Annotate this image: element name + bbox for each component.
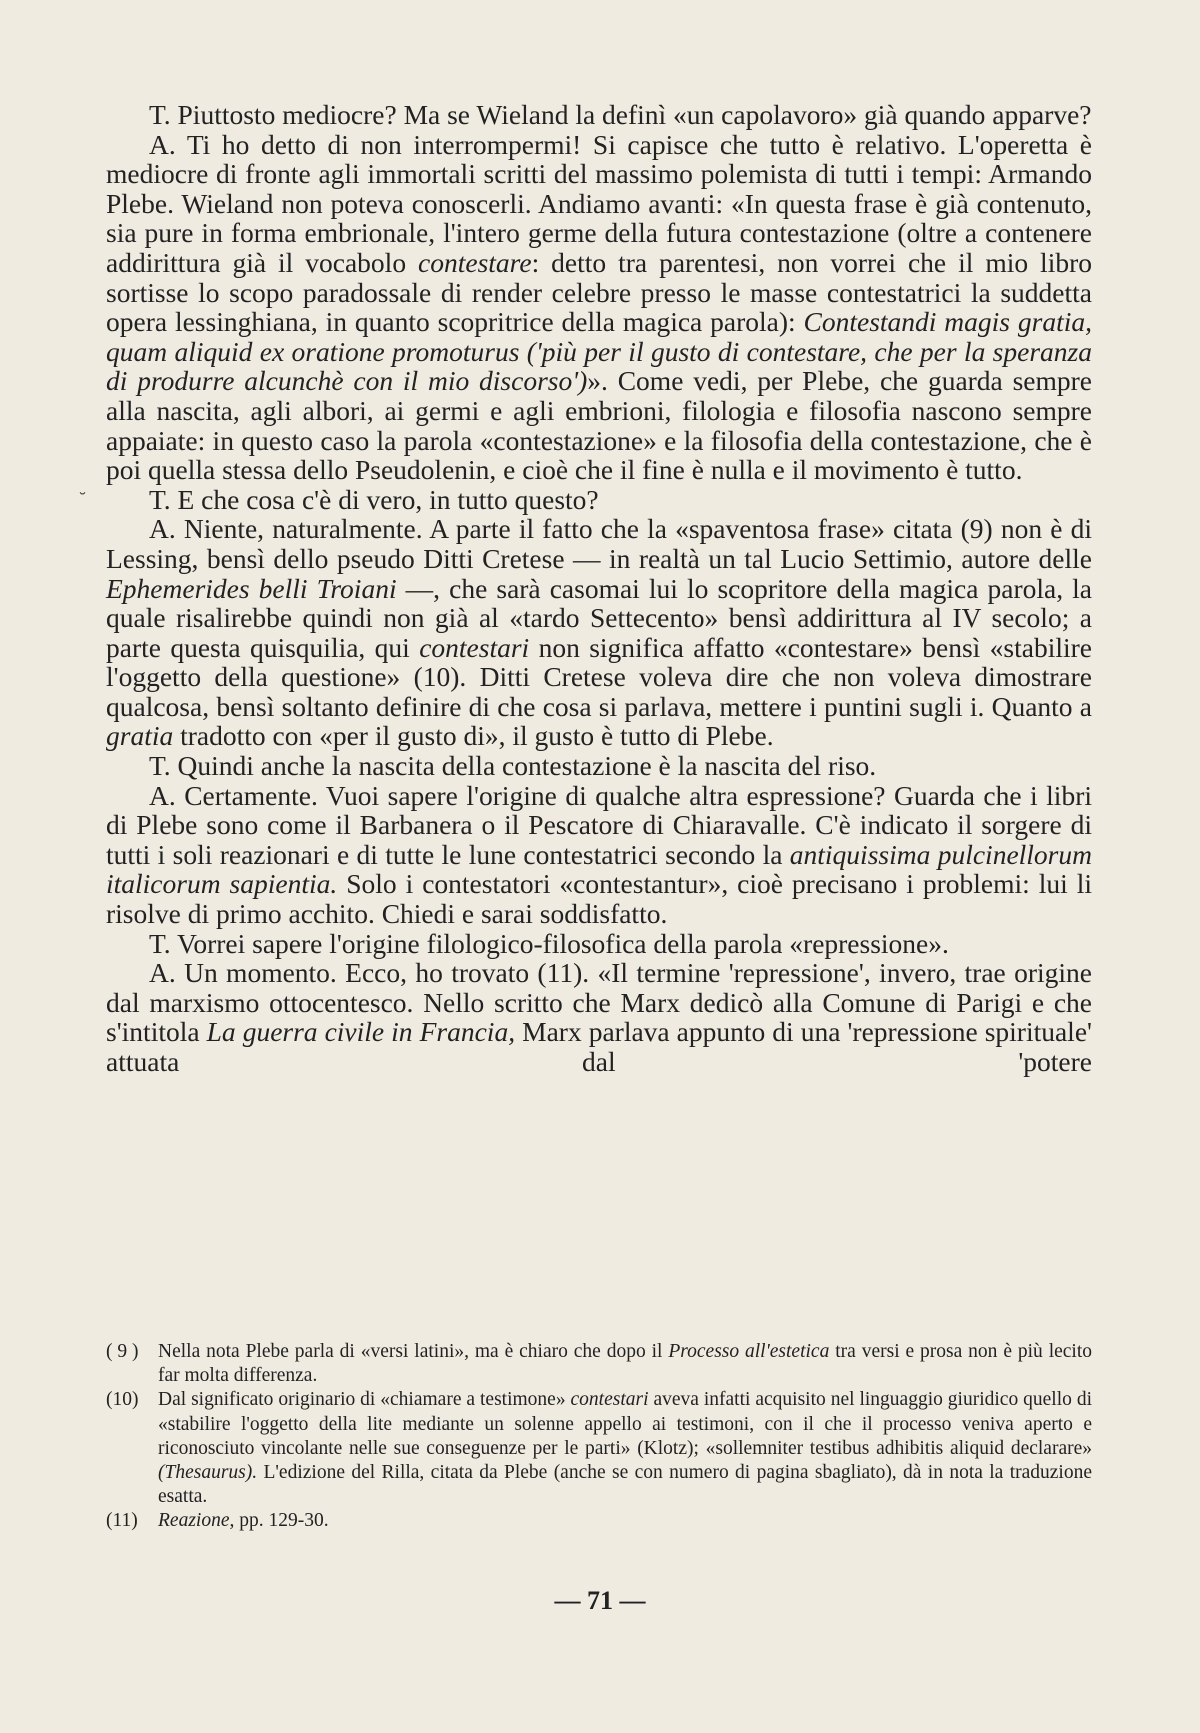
paragraph-2: A. Ti ho detto di non interrompermi! Si capisce che tutto è relativo. L'operetta è mediocre di fronte agli immortali scritti del massimo polemista di tutti i tempi: Armando Plebe. Wieland non poteva conoscerli. Andiamo avanti: «In questa frase è già contenuto, sia pure in forma embrionale, l'intero germe della futura contestazione (oltre a contenere addirittura già il vocabolo contestare: detto tra parentesi, non vorrei che il mio libro sortisse lo scopo paradossale di render celebre presso le masse contestatrici la suddetta opera lessinghiana, in quanto scopritrice della magica parola): Contestandi magis gratia, quam aliquid ex oratione promoturus ('più per il gusto di contestare, che per la speranza di produrre alcunchè con il mio discorso')». Come vedi, per Plebe, che guarda sempre alla nascita, agli albori, ai germi e agli embrioni, filologia e filosofia nascono sempre appaiate: in questo caso la parola «contestazione» e la filosofia della contestazione, che è poi quella stessa dello Pseudolenin, e cioè che il fine è nulla e il movimento è tutto. [106, 128, 1092, 486]
paragraph-7: T. Vorrei sapere l'origine filologico-filosofica della parola «repressione». [149, 927, 949, 959]
footnote-number: (11) [106, 1510, 138, 1532]
italic-contestare: contestare [418, 246, 532, 278]
paragraph-1: T. Piuttosto mediocre? Ma se Wieland la definì «un capolavoro» già quando apparve? [149, 99, 1092, 130]
italic-gratia: gratia [106, 720, 174, 752]
footnote-number: (10) [106, 1389, 139, 1411]
italic-guerra-civile: La guerra civile in Francia, [206, 1016, 516, 1048]
paragraph-5: T. Quindi anche la nascita della contestazione è la nascita del riso. [149, 750, 877, 782]
footnote-number: ( 9 ) [106, 1341, 139, 1362]
footnote-text: Nella nota Plebe parla di «versi latini», ma è chiaro che dopo il Processo all'estetica tra versi e prosa non è più lecito far molta differenza. [158, 1341, 1093, 1387]
paragraph-6: A. Certamente. Vuoi sapere l'origine di qualche altra espressione? Guarda che i libri di Plebe sono come il Barbanera o il Pescatore di Chiaravalle. C'è indicato il sorgere di tutti i soli reazionari e di tutte le lune contestatrici secondo la antiquissima pulcinellorum italicorum sapientia. Solo i contestatori «contestantur», cioè precisano i problemi: lui li risolve di primo acchito. Chiedi e sarai soddisfatto. [106, 779, 1092, 930]
italic-latin-quote: Contestandi magis gratia, quam aliquid ex oratione promoturus ('più per il gusto di contestare, che per la speranza di produrre alcunchè con il mio discorso') [106, 306, 1092, 397]
footnote-11 [106, 1509, 1092, 1533]
footnote-10 [106, 1388, 1092, 1509]
footnotes [106, 1340, 1092, 1534]
margin-mark: ˘ [78, 490, 87, 511]
footnote-9 [106, 1340, 1092, 1388]
main-text [106, 100, 1092, 1077]
footnote-text: Reazione, pp. 129-30. [158, 1510, 329, 1532]
paragraph-4: A. Niente, naturalmente. A parte il fatto che la «spaventosa frase» citata (9) non è di Lessing, bensì dello pseudo Ditti Cretese — in realtà un tal Lucio Settimio, autore delle Ephemerides belli Troiani —, che sarà casomai lui lo scopritore della magica parola, la quale risalirebbe quindi non già al «tardo Settecento» bensì addirittura al IV secolo; a parte questa quisquilia, qui contestari non significa affatto «contestare» bensì «stabilire l'oggetto della questione» (10). Ditti Cretese voleva dire che non voleva dimostrare qualcosa, bensì soltanto definire di che cosa si parlava, mettere i puntini sugli i. Quanto a gratia tradotto con «per il gusto di», il gusto è tutto di Plebe. [106, 513, 1093, 752]
italic-contestari: contestari [419, 631, 530, 663]
footnote-text: Dal significato originario di «chiamare a testimone» contestari aveva infatti acquisito nel linguaggio giuridico quello di «stabilire l'oggetto della lite mediante un solenne appello ai testimoni, con il che il processo veniva aperto e riconosciuto vincolante nelle sue conseguenze per le parti» (Klotz); «sollemniter testibus adhibitis aliquid declarare» (Thesaurus). L'edizione del Rilla, citata da Plebe (anche se con numero di pagina sbagliato), dà in nota la traduzione esatta. [158, 1389, 1092, 1508]
paragraph-3: T. E che cosa c'è di vero, in tutto questo? [149, 483, 599, 515]
italic-antiquissima: antiquissima pulcinellorum italicorum sapientia. [106, 838, 1092, 900]
italic-ephemerides: Ephemerides belli Troiani [106, 572, 397, 604]
paragraph-8: A. Un momento. Ecco, ho trovato (11). «Il termine 'repressione', invero, trae origine dal marxismo ottocentesco. Nello scritto che Marx dedicò alla Comune di Parigi e che s'intitola La guerra civile in Francia, Marx parlava appunto di una 'repressione spirituale' attuata dal 'potere [106, 957, 1092, 1077]
page-number: — 71 — [554, 1586, 646, 1615]
